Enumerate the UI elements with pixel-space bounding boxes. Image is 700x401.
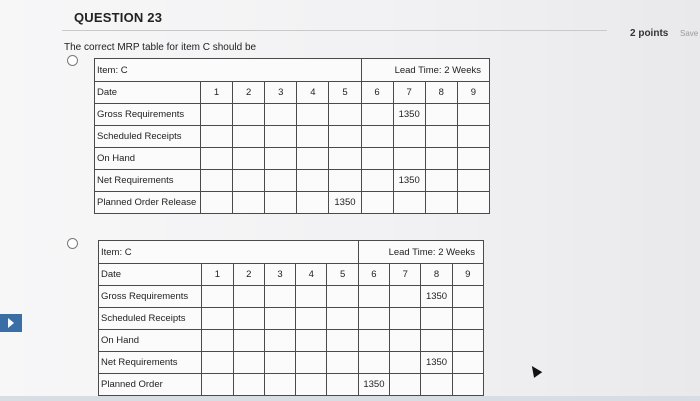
- table-cell: [264, 286, 295, 308]
- week-header: 2: [233, 264, 264, 286]
- table-cell: [297, 192, 329, 214]
- table-row: [95, 148, 490, 170]
- table-cell: [202, 330, 233, 352]
- save-button[interactable]: Save: [680, 29, 699, 38]
- mrp-table-option-b: [98, 240, 484, 396]
- table-cell: [200, 104, 232, 126]
- table-cell: [358, 330, 389, 352]
- table-cell: [425, 192, 457, 214]
- table-cell: [390, 374, 421, 396]
- week-header: 4: [296, 264, 327, 286]
- table-cell: [329, 148, 361, 170]
- table-row: [99, 374, 484, 396]
- table-cell: [296, 286, 327, 308]
- table-cell: [452, 374, 483, 396]
- table-cell: [361, 126, 393, 148]
- week-header: 6: [361, 82, 393, 104]
- table-cell: [265, 104, 297, 126]
- row-label: Gross Requirements: [95, 104, 201, 126]
- table-cell: [327, 330, 358, 352]
- question-title: QUESTION 23: [74, 10, 163, 25]
- table-cell: 1350: [329, 192, 361, 214]
- week-header: 5: [327, 264, 358, 286]
- table-cell: [233, 374, 264, 396]
- table-cell: [329, 104, 361, 126]
- table-cell: [264, 330, 295, 352]
- table-cell: [202, 374, 233, 396]
- row-label: On Hand: [99, 330, 202, 352]
- table-cell: [452, 286, 483, 308]
- table-cell: [233, 170, 265, 192]
- table-cell: [233, 148, 265, 170]
- week-header: 3: [264, 264, 295, 286]
- week-header: 9: [457, 82, 489, 104]
- table-row: [95, 126, 490, 148]
- lead-time-label: Lead Time: 2 Weeks: [358, 241, 483, 264]
- mrp-table-option-a: [94, 58, 490, 214]
- item-label: Item: C: [95, 59, 362, 82]
- table-cell: [421, 330, 452, 352]
- date-row: [99, 264, 484, 286]
- table-cell: [425, 104, 457, 126]
- table-cell: [457, 104, 489, 126]
- divider: [62, 30, 607, 31]
- table-cell: [452, 308, 483, 330]
- table-cell: [297, 148, 329, 170]
- table-row: [95, 104, 490, 126]
- week-header: 1: [200, 82, 232, 104]
- table-cell: [361, 104, 393, 126]
- table-cell: [425, 170, 457, 192]
- option-a-radio[interactable]: [67, 55, 78, 66]
- table-cell: [327, 308, 358, 330]
- table-cell: [358, 308, 389, 330]
- table-cell: [421, 374, 452, 396]
- week-header: 7: [390, 264, 421, 286]
- table-row: [99, 330, 484, 352]
- table-cell: [233, 286, 264, 308]
- table-cell: [265, 192, 297, 214]
- table-cell: [265, 170, 297, 192]
- table-cell: [358, 352, 389, 374]
- table-cell: [361, 192, 393, 214]
- table-cell: [393, 192, 425, 214]
- table-cell: [329, 170, 361, 192]
- table-cell: [457, 170, 489, 192]
- table-cell: [200, 170, 232, 192]
- table-cell: [264, 374, 295, 396]
- table-cell: [329, 126, 361, 148]
- lead-time-label: Lead Time: 2 Weeks: [361, 59, 489, 82]
- row-label: Date: [95, 82, 201, 104]
- points-label: 2 points: [630, 28, 669, 39]
- row-label: Gross Requirements: [99, 286, 202, 308]
- table-cell: [390, 330, 421, 352]
- week-header: 8: [425, 82, 457, 104]
- table-cell: 1350: [393, 170, 425, 192]
- table-cell: [425, 126, 457, 148]
- table-cell: [421, 308, 452, 330]
- table-cell: 1350: [421, 286, 452, 308]
- table-cell: [358, 286, 389, 308]
- table-cell: [297, 170, 329, 192]
- row-label: Date: [99, 264, 202, 286]
- row-label: Scheduled Receipts: [99, 308, 202, 330]
- table-cell: [233, 330, 264, 352]
- week-header: 5: [329, 82, 361, 104]
- table-cell: 1350: [358, 374, 389, 396]
- date-row: [95, 82, 490, 104]
- bottom-bar: [0, 396, 700, 401]
- table-cell: [457, 192, 489, 214]
- table-cell: [296, 374, 327, 396]
- table-cell: [202, 308, 233, 330]
- table-cell: 1350: [393, 104, 425, 126]
- week-header: 4: [297, 82, 329, 104]
- week-header: 6: [358, 264, 389, 286]
- week-header: 3: [265, 82, 297, 104]
- table-cell: [297, 104, 329, 126]
- week-header: 2: [233, 82, 265, 104]
- item-label: Item: C: [99, 241, 359, 264]
- table-cell: [452, 352, 483, 374]
- table-cell: [390, 308, 421, 330]
- table-cell: [457, 126, 489, 148]
- table-row: [99, 286, 484, 308]
- table-cell: 1350: [421, 352, 452, 374]
- table-cell: [233, 104, 265, 126]
- table-cell: [200, 126, 232, 148]
- table-cell: [264, 352, 295, 374]
- table-cell: [327, 374, 358, 396]
- row-label: Planned Order: [99, 374, 202, 396]
- table-row: [99, 308, 484, 330]
- row-label: Net Requirements: [95, 170, 201, 192]
- row-label: Net Requirements: [99, 352, 202, 374]
- question-prompt: The correct MRP table for item C should be: [64, 42, 257, 53]
- table-row: [95, 192, 490, 214]
- row-label: Scheduled Receipts: [95, 126, 201, 148]
- table-cell: [233, 192, 265, 214]
- table-cell: [202, 352, 233, 374]
- table-row: [99, 352, 484, 374]
- table-cell: [361, 170, 393, 192]
- table-cell: [202, 286, 233, 308]
- table-cell: [393, 126, 425, 148]
- row-label: Planned Order Release: [95, 192, 201, 214]
- table-cell: [296, 308, 327, 330]
- table-cell: [390, 286, 421, 308]
- table-cell: [233, 308, 264, 330]
- table-cell: [296, 330, 327, 352]
- table-cell: [393, 148, 425, 170]
- table-cell: [200, 148, 232, 170]
- table-cell: [264, 308, 295, 330]
- table-cell: [361, 148, 393, 170]
- week-header: 9: [452, 264, 483, 286]
- table-cell: [297, 126, 329, 148]
- table-cell: [327, 286, 358, 308]
- question-nav-arrow-icon[interactable]: [0, 314, 22, 332]
- table-cell: [425, 148, 457, 170]
- table-cell: [200, 192, 232, 214]
- row-label: On Hand: [95, 148, 201, 170]
- week-header: 7: [393, 82, 425, 104]
- table-cell: [457, 148, 489, 170]
- option-b-radio[interactable]: [67, 238, 78, 249]
- week-header: 1: [202, 264, 233, 286]
- table-cell: [390, 352, 421, 374]
- table-row: [95, 170, 490, 192]
- table-cell: [327, 352, 358, 374]
- table-cell: [233, 126, 265, 148]
- table-cell: [296, 352, 327, 374]
- table-cell: [452, 330, 483, 352]
- table-cell: [265, 126, 297, 148]
- week-header: 8: [421, 264, 452, 286]
- table-cell: [233, 352, 264, 374]
- table-cell: [265, 148, 297, 170]
